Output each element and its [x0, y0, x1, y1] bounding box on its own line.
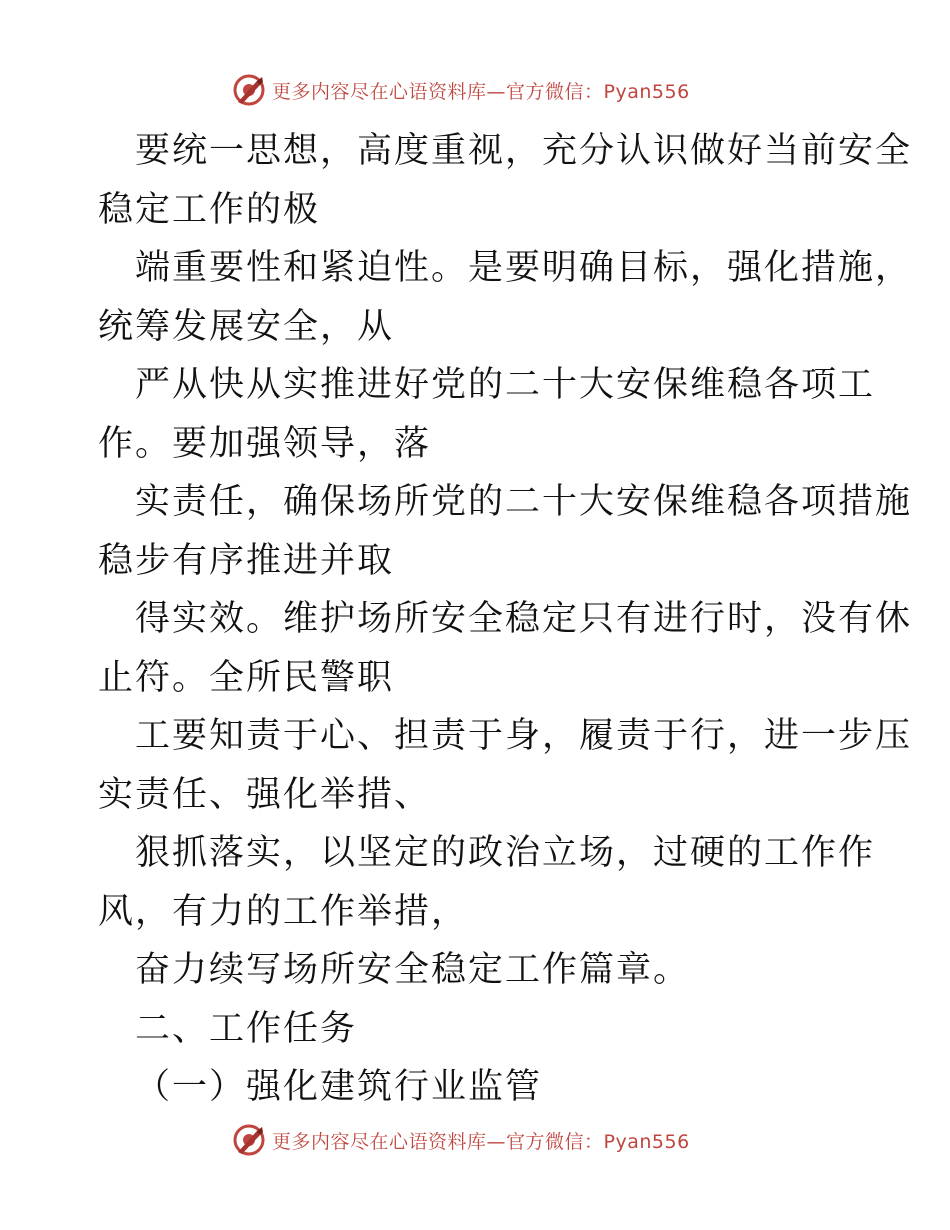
paragraph-line: 狠抓落实，以坚定的政治立场，过硬的工作作: [135, 833, 876, 873]
document-body: [98, 122, 913, 1117]
pen-logo-icon: [232, 73, 266, 107]
subsection-heading: （一）强化建筑行业监管: [135, 1067, 543, 1107]
paragraph-line: 严从快从实推进好党的二十大安保维稳各项工: [135, 365, 876, 405]
paragraph-line: 得实效。维护场所安全稳定只有进行时，没有休: [135, 599, 913, 639]
header-watermark: [232, 70, 690, 110]
watermark-text: 更多内容尽在心语资料库—官方微信：Pyan556: [272, 1130, 690, 1153]
paragraph-line: 实责任，确保场所党的二十大安保维稳各项措施: [135, 482, 913, 522]
paragraph-line: 风，有力的工作举措，: [98, 891, 469, 932]
paragraph-line: 要统一思想，高度重视，充分认识做好当前安全: [135, 131, 913, 171]
section-heading: 二、工作任务: [135, 1008, 358, 1049]
paragraph-line: 工要知责于心、担责于身，履责于行，进一步压: [135, 716, 913, 756]
watermark-text: 更多内容尽在心语资料库—官方微信：Pyan556: [272, 80, 690, 103]
paragraph-line: 作。要加强领导，落: [98, 423, 432, 464]
paragraph-line: 止符。全所民警职: [98, 657, 395, 698]
footer-watermark: [232, 1120, 690, 1160]
paragraph-line: 稳步有序推进并取: [98, 540, 395, 581]
paragraph-line: 奋力续写场所安全稳定工作篇章。: [135, 950, 691, 990]
paragraph-line: 实责任、强化举措、: [98, 774, 432, 815]
paragraph-line: 统筹发展安全，从: [98, 306, 395, 347]
paragraph-line: 稳定工作的极: [98, 189, 321, 230]
pen-logo-icon: [232, 1123, 266, 1157]
paragraph-line: 端重要性和紧迫性。是要明确目标，强化措施，: [135, 248, 913, 288]
